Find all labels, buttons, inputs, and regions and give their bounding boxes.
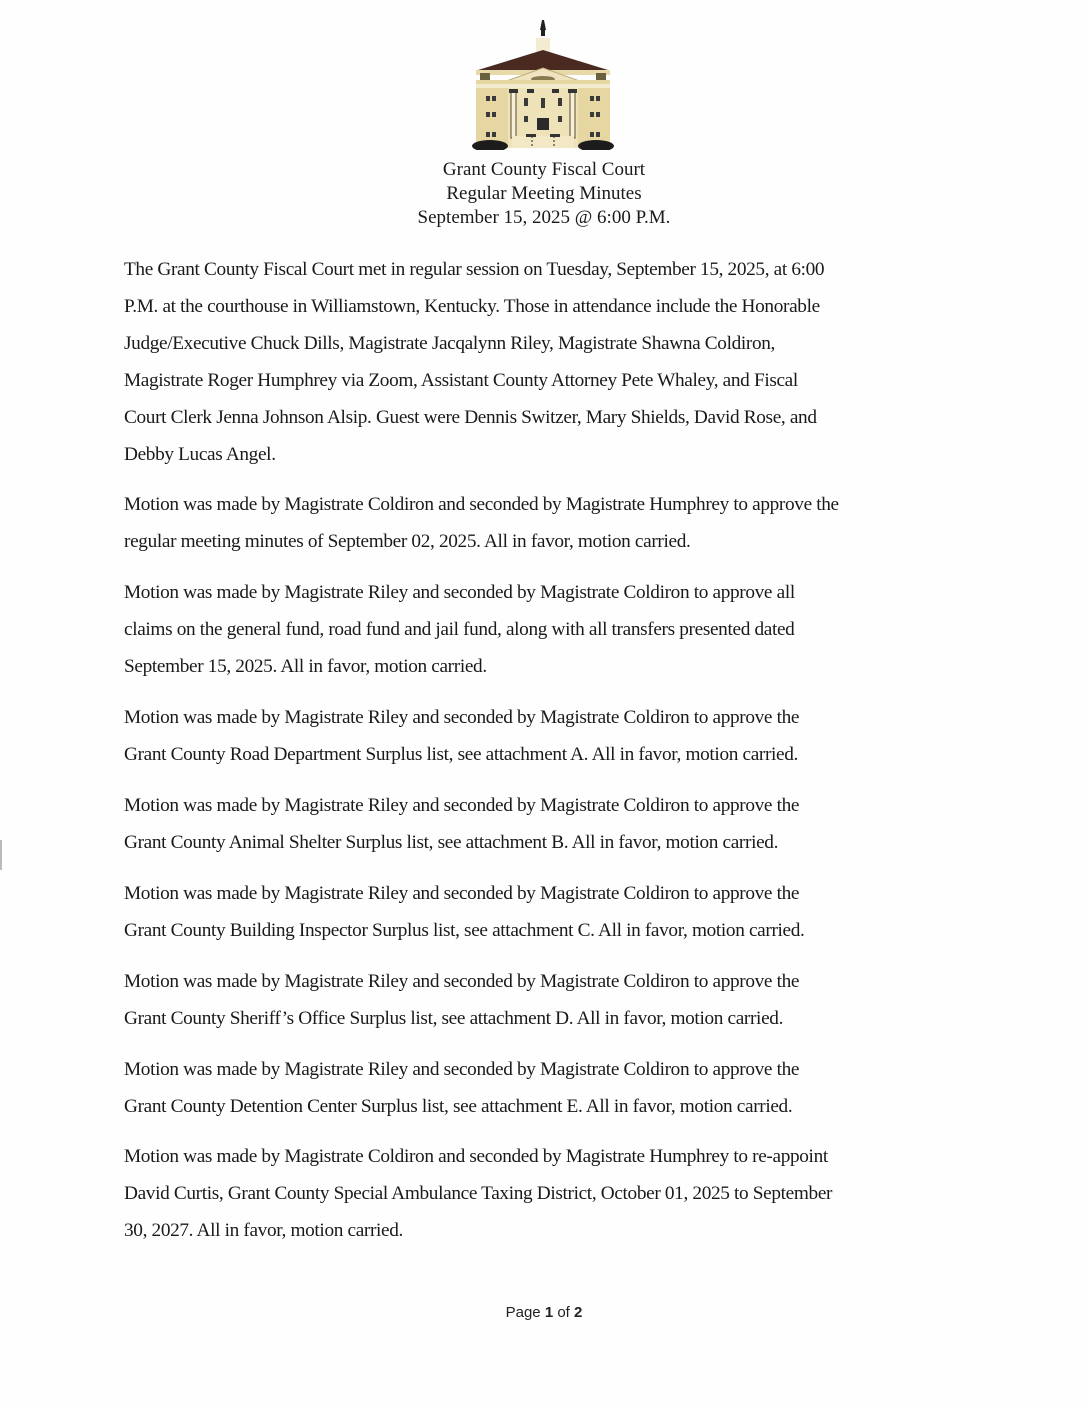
text-line: Motion was made by Magistrate Riley and seconded by Magistrate Coldiron to approve the — [124, 971, 800, 992]
meeting-date-time: September 15, 2025 @ 6:00 P.M. — [417, 207, 671, 228]
motion-paragraph — [124, 875, 964, 949]
page-current: 1 — [544, 1304, 554, 1321]
text-line: Motion was made by Magistrate Riley and seconded by Magistrate Coldiron to approve the — [124, 795, 800, 816]
page-of: of — [557, 1304, 570, 1321]
text-line: Grant County Animal Shelter Surplus list, see attachment B. All in favor, motion carried. — [124, 832, 779, 853]
motion-paragraph — [124, 574, 964, 685]
motion-paragraph — [124, 1138, 964, 1249]
text-line: Grant County Sheriff’s Office Surplus list, see attachment D. All in favor, motion carried. — [124, 1008, 784, 1029]
motion-paragraph — [124, 699, 964, 773]
text-line: Motion was made by Magistrate Riley and seconded by Magistrate Coldiron to approve the — [124, 1059, 800, 1080]
text-line: Magistrate Roger Humphrey via Zoom, Assistant County Attorney Pete Whaley, and Fiscal — [124, 370, 798, 391]
text-line: David Curtis, Grant County Special Ambulance Taxing District, October 01, 2025 to September — [124, 1183, 833, 1204]
text-line: claims on the general fund, road fund and jail fund, along with all transfers presented dated — [124, 619, 795, 640]
text-line: Motion was made by Magistrate Coldiron and seconded by Magistrate Humphrey to re-appoint — [124, 1146, 828, 1167]
text-line: Motion was made by Magistrate Riley and seconded by Magistrate Coldiron to approve all — [124, 582, 795, 603]
text-line: Court Clerk Jenna Johnson Alsip. Guest were Dennis Switzer, Mary Shields, David Rose, and — [124, 407, 817, 428]
text-line: P.M. at the courthouse in Williamstown, Kentucky. Those in attendance include the Honorable — [124, 296, 820, 317]
scan-edge-mark — [0, 840, 2, 870]
page-total: 2 — [574, 1304, 583, 1321]
text-line: Debby Lucas Angel. — [124, 444, 276, 465]
motion-paragraph — [124, 486, 964, 560]
page-prefix: Page — [505, 1304, 541, 1321]
page-number — [0, 1304, 1088, 1321]
text-line: Grant County Building Inspector Surplus list, see attachment C. All in favor, motion carried. — [124, 920, 805, 941]
text-line: September 15, 2025. All in favor, motion carried. — [124, 656, 487, 677]
text-line: Grant County Detention Center Surplus list, see attachment E. All in favor, motion carried. — [124, 1096, 793, 1117]
text-line: Motion was made by Magistrate Riley and seconded by Magistrate Coldiron to approve the — [124, 883, 800, 904]
text-line: 30, 2027. All in favor, motion carried. — [124, 1220, 404, 1241]
text-line: Grant County Road Department Surplus list, see attachment A. All in favor, motion carried. — [124, 744, 799, 765]
org-name: Grant County Fiscal Court — [442, 159, 646, 180]
courthouse-illustration-icon — [468, 18, 618, 150]
text-line: Motion was made by Magistrate Riley and seconded by Magistrate Coldiron to approve the — [124, 707, 800, 728]
text-line: regular meeting minutes of September 02, 2025. All in favor, motion carried. — [124, 531, 691, 552]
motion-paragraph — [124, 1051, 964, 1125]
attendance-paragraph — [124, 251, 964, 473]
motion-paragraph — [124, 963, 964, 1037]
text-line: Judge/Executive Chuck Dills, Magistrate Jacqalynn Riley, Magistrate Shawna Coldiron, — [124, 333, 776, 354]
text-line: The Grant County Fiscal Court met in regular session on Tuesday, September 15, 2025, at 6:00 — [124, 259, 825, 280]
text-line: Motion was made by Magistrate Coldiron and seconded by Magistrate Humphrey to approve the — [124, 494, 839, 515]
motion-paragraph — [124, 787, 964, 861]
document-type: Regular Meeting Minutes — [446, 183, 642, 204]
